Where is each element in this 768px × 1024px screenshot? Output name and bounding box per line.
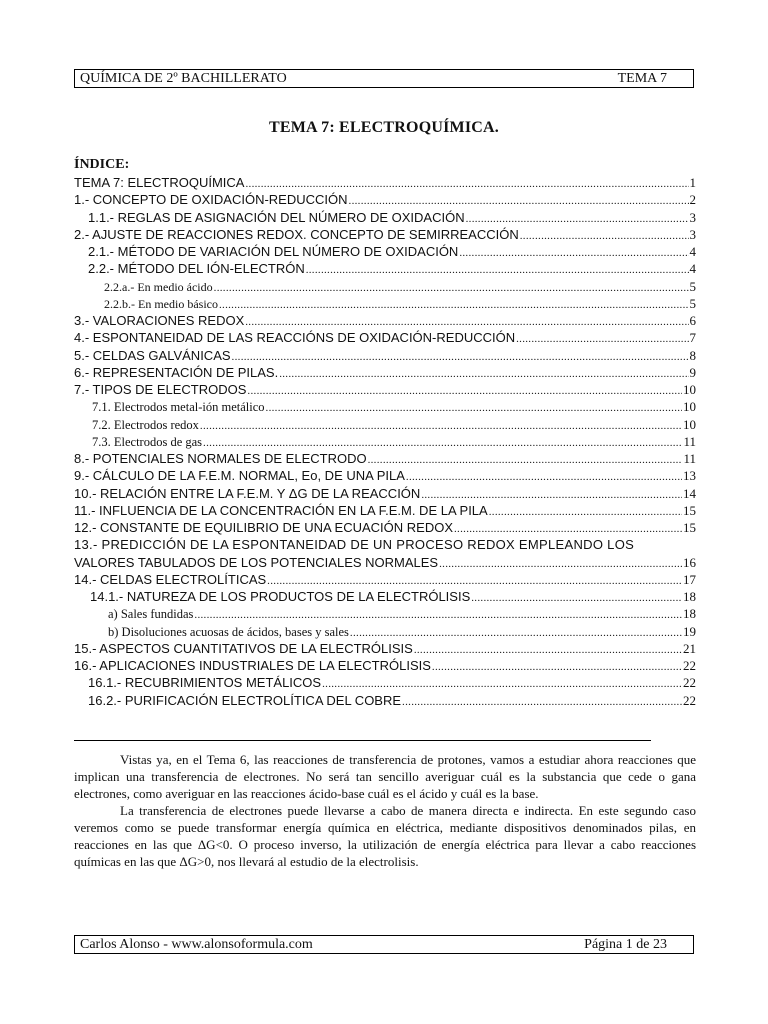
- toc-entry[interactable]: [74, 191, 696, 208]
- toc-dot-leader: [459, 245, 688, 260]
- toc-entry[interactable]: [74, 623, 696, 640]
- toc-entry[interactable]: [74, 433, 696, 450]
- toc-dot-leader: [267, 573, 682, 588]
- toc-entry[interactable]: [74, 536, 696, 553]
- toc-entry[interactable]: [74, 519, 696, 536]
- toc-entry-title: 7.3. Electrodos de gas: [92, 434, 203, 449]
- toc-entry-title: 6.- REPRESENTACIÓN DE PILAS.: [74, 364, 279, 380]
- toc-entry[interactable]: [74, 226, 696, 243]
- toc-page-number: 8: [689, 347, 696, 363]
- toc-page-number: 10: [683, 416, 696, 432]
- toc-page-number: 3: [689, 226, 696, 242]
- toc-entry[interactable]: [74, 209, 696, 226]
- toc-entry-title: b) Disoluciones acuosas de ácidos, bases y sales: [108, 624, 349, 639]
- toc-dot-leader: [214, 280, 689, 295]
- toc-dot-leader: [203, 435, 682, 450]
- toc-entry-title: 2.2.a.- En medio ácido: [104, 279, 213, 294]
- toc-dot-leader: [245, 314, 688, 329]
- page-footer: [74, 935, 694, 954]
- header-course: QUÍMICA DE 2º BACHILLERATO: [80, 70, 287, 86]
- toc-entry[interactable]: [74, 174, 696, 191]
- toc-entry[interactable]: [74, 485, 696, 502]
- toc-dot-leader: [466, 211, 689, 226]
- toc-dot-leader: [279, 366, 688, 381]
- footer-page-number: Página 1 de 23: [584, 936, 667, 952]
- toc-entry[interactable]: [74, 364, 696, 381]
- toc-page-number: 15: [683, 520, 696, 535]
- toc-page-number: 15: [683, 502, 696, 518]
- footer-author: Carlos Alonso - www.alonsoformula.com: [80, 936, 313, 952]
- toc-dot-leader: [200, 418, 682, 433]
- toc-entry-title: TEMA 7: ELECTROQUÍMICA: [74, 175, 245, 190]
- header-topic: TEMA 7: [617, 70, 667, 86]
- toc-entry[interactable]: [74, 295, 696, 312]
- toc-dot-leader: [245, 176, 688, 191]
- toc-entry[interactable]: [74, 657, 696, 674]
- toc-dot-leader: [471, 590, 682, 605]
- toc-entry-title: 7.- TIPOS DE ELECTRODOS: [74, 382, 247, 397]
- toc-entry-title: 5.- CELDAS GALVÁNICAS: [74, 347, 231, 363]
- toc-entry-title: 4.- ESPONTANEIDAD DE LAS REACCIÓNS DE OXIDACIÓN-REDUCCIÓN: [74, 330, 516, 346]
- toc-page-number: 13: [683, 468, 696, 484]
- toc-entry-title: 2.2.b.- En medio básico: [104, 296, 218, 311]
- toc-page-number: 18: [683, 606, 696, 622]
- index-heading: ÍNDICE:: [74, 157, 130, 172]
- toc-page-number: 22: [683, 658, 696, 673]
- toc-entry[interactable]: [74, 347, 696, 364]
- toc-page-number: 11: [683, 451, 696, 466]
- toc-dot-leader: [432, 659, 682, 674]
- toc-entry[interactable]: [74, 692, 696, 709]
- toc-entry[interactable]: [74, 588, 696, 605]
- toc-entry[interactable]: [74, 381, 696, 398]
- toc-entry-title: 14.- CELDAS ELECTROLÍTICAS: [74, 571, 267, 587]
- toc-page-number: 10: [683, 382, 696, 397]
- toc-page-number: 1: [689, 175, 696, 190]
- toc-dot-leader: [266, 400, 682, 415]
- toc-page-number: 5: [689, 295, 696, 311]
- toc-entry-title: 16.- APLICACIONES INDUSTRIALES DE LA ELECTRÓLISIS: [74, 658, 431, 673]
- toc-entry[interactable]: [74, 243, 696, 260]
- toc-entry[interactable]: [74, 554, 696, 571]
- toc-dot-leader: [247, 383, 682, 398]
- toc-entry[interactable]: [74, 278, 696, 295]
- toc-dot-leader: [368, 452, 683, 467]
- toc-entry-title: 1.- CONCEPTO DE OXIDACIÓN-REDUCCIÓN: [74, 192, 348, 208]
- toc-entry-title: 15.- ASPECTOS CUANTITATIVOS DE LA ELECTRÓLISIS: [74, 640, 413, 656]
- toc-dot-leader: [406, 469, 682, 484]
- toc-entry[interactable]: [74, 416, 696, 433]
- toc-entry-title: 16.1.- RECUBRIMIENTOS METÁLICOS: [88, 675, 322, 691]
- toc-page-number: 6: [689, 313, 696, 328]
- page-header: [74, 69, 694, 88]
- toc-page-number: 19: [683, 623, 696, 639]
- toc-entry[interactable]: [74, 398, 696, 415]
- toc-entry[interactable]: [74, 605, 696, 622]
- toc-page-number: 7: [689, 330, 696, 346]
- toc-dot-leader: [421, 487, 682, 502]
- toc-entry[interactable]: [74, 502, 696, 519]
- toc-entry-title: 1.1.- REGLAS DE ASIGNACIÓN DEL NÚMERO DE OXIDACIÓN: [88, 209, 465, 225]
- toc-entry[interactable]: [74, 640, 696, 657]
- toc-page-number: 14: [683, 485, 696, 501]
- toc-entry-title: 7.2. Electrodos redox: [92, 417, 199, 432]
- paragraph: La transferencia de electrones puede llevarse a cabo de manera directa e indirecta. En este segundo caso veremos como se puede transformar energía química en eléctrica, mediante dispositivos denominados pilas, en reacciones en las que ΔG<0. O proceso inverso, la utilización de energía eléctrica para llevar a cabo reacciones químicas en las que ΔG>0, nos llevará al estudio de la electrolisis.: [74, 803, 696, 869]
- toc-dot-leader: [454, 521, 682, 536]
- toc-dot-leader: [322, 676, 682, 691]
- body-text: [74, 751, 696, 870]
- toc-page-number: 18: [683, 589, 696, 604]
- toc-page-number: 9: [689, 364, 696, 380]
- toc-page-number: 21: [683, 640, 696, 656]
- toc-entry-title: VALORES TABULADOS DE LOS POTENCIALES NORMALES: [74, 554, 439, 570]
- toc-page-number: 16: [683, 554, 696, 570]
- toc-page-number: 4: [689, 261, 696, 277]
- toc-entry[interactable]: [74, 312, 696, 329]
- toc-dot-leader: [194, 607, 682, 622]
- toc-page-number: 22: [683, 692, 696, 708]
- document-title: TEMA 7: ELECTROQUÍMICA.: [269, 119, 499, 136]
- toc-entry[interactable]: [74, 450, 696, 467]
- toc-dot-leader: [489, 504, 682, 519]
- toc-entry-title: 12.- CONSTANTE DE EQUILIBRIO DE UNA ECUACIÓN REDOX: [74, 520, 453, 535]
- toc-entry-title: 11.- INFLUENCIA DE LA CONCENTRACIÓN EN LA F.E.M. DE LA PILA: [74, 502, 488, 518]
- toc-page-number: 4: [689, 244, 696, 259]
- toc-dot-leader: [402, 694, 682, 709]
- toc-dot-leader: [306, 262, 689, 277]
- toc-entry-title: a) Sales fundidas: [108, 607, 194, 622]
- toc-entry-title: 3.- VALORACIONES REDOX: [74, 313, 245, 328]
- toc-entry-title: 2.- AJUSTE DE REACCIONES REDOX. CONCEPTO DE SEMIRREACCIÓN: [74, 226, 519, 242]
- toc-dot-leader: [232, 349, 689, 364]
- toc-dot-leader: [414, 642, 682, 657]
- toc-entry-title: 7.1. Electrodos metal-ión metálico: [92, 400, 265, 415]
- toc-dot-leader: [219, 297, 689, 312]
- toc-page-number: 2: [689, 192, 696, 208]
- toc-entry-title: 16.2.- PURIFICACIÓN ELECTROLÍTICA DEL COBRE: [88, 692, 402, 708]
- toc-entry-title: 13.- PREDICCIÓN DE LA ESPONTANEIDAD DE UN PROCESO REDOX EMPLEANDO LOS: [74, 537, 635, 553]
- toc-entry[interactable]: [74, 674, 696, 691]
- toc-dot-leader: [516, 331, 688, 346]
- toc-entry[interactable]: [74, 467, 696, 484]
- section-divider: [74, 740, 651, 741]
- toc-page-number: 3: [689, 209, 696, 225]
- toc-entry-title: 9.- CÁLCULO DE LA F.E.M. NORMAL, Eo, DE UNA PILA: [74, 468, 405, 484]
- toc-entry-title: 14.1.- NATUREZA DE LOS PRODUCTOS DE LA ELECTRÓLISIS: [90, 589, 471, 604]
- paragraph: Vistas ya, en el Tema 6, las reacciones de transferencia de protones, vamos a estudiar ahora reacciones que implican una transferencia de electrones. No será tan sencillo averiguar cuál es la substancia que cede o gana electrones, como averiguar en las reacciones ácido-base cuál es el ácido y cuál es la base.: [74, 752, 696, 801]
- toc-entry-title: 8.- POTENCIALES NORMALES DE ELECTRODO: [74, 451, 367, 466]
- toc-entry[interactable]: [74, 260, 696, 277]
- toc-page-number: 10: [683, 399, 696, 415]
- toc-page-number: 11: [683, 433, 696, 449]
- toc-dot-leader: [520, 228, 689, 243]
- toc-entry-title: 10.- RELACIÓN ENTRE LA F.E.M. Y ΔG DE LA REACCIÓN: [74, 485, 421, 501]
- toc-page-number: 5: [689, 278, 696, 294]
- toc-entry[interactable]: [74, 571, 696, 588]
- toc-entry-title: 2.1.- MÉTODO DE VARIACIÓN DEL NÚMERO DE OXIDACIÓN: [88, 244, 459, 259]
- toc-dot-leader: [349, 193, 689, 208]
- toc-entry-title: 2.2.- MÉTODO DEL IÓN-ELECTRÓN: [88, 261, 305, 277]
- toc-page-number: 17: [683, 571, 696, 587]
- table-of-contents: [74, 174, 696, 709]
- toc-dot-leader: [350, 625, 682, 640]
- toc-page-number: 22: [683, 675, 696, 691]
- toc-entry[interactable]: [74, 329, 696, 346]
- toc-dot-leader: [439, 556, 682, 571]
